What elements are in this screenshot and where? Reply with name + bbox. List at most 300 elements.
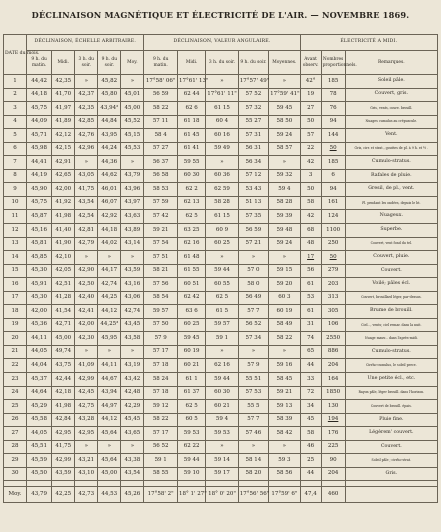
- arb-mean-cell: »: [121, 75, 144, 89]
- day-cell: 13: [4, 237, 27, 251]
- arb-3h-cell: 42,37: [75, 88, 98, 102]
- ang-9h-cell: 58 55: [144, 467, 178, 481]
- arb-noon-cell: 42,71: [52, 318, 75, 332]
- arb-3h-cell: »: [75, 156, 98, 170]
- arb-9h-cell: 45,75: [27, 102, 52, 116]
- ang-noon-cell: 62 5: [177, 400, 205, 414]
- ang-9h-cell: 56 58: [144, 169, 178, 183]
- arb-noon-cell: 42,84: [52, 413, 75, 427]
- elec-before-cell: 50: [300, 183, 321, 197]
- ang-mean-cell: 59 24: [269, 237, 301, 251]
- mean-arb-noon-cell: 42,25: [52, 487, 75, 503]
- table-row: [4, 224, 438, 238]
- elec-before-cell: 31: [300, 318, 321, 332]
- ang-3h-cell: 62 59: [206, 183, 238, 197]
- ang-3h-cell: 58 28: [206, 196, 238, 210]
- remark-cell: Nuageux.: [345, 210, 437, 224]
- arb-noon-cell: 41,28: [52, 291, 75, 305]
- arb-noon-cell: 42,35: [52, 75, 75, 89]
- arb-noon-cell: 43,75: [52, 359, 75, 373]
- ang-mean-cell: 60 19: [269, 305, 301, 319]
- arb-3h-cell: 42,79: [75, 237, 98, 251]
- arb-3h-cell: »: [75, 440, 98, 454]
- arb-9pm-cell: 43,95: [98, 129, 121, 143]
- ang-mean-cell: »: [269, 251, 301, 265]
- ang-9h-cell: 57 11: [144, 115, 178, 129]
- remark-cell: Gris, vents, coure. brouill.: [345, 102, 437, 116]
- day-cell: 6: [4, 142, 27, 156]
- mean-arb-9h-cell: 43,79: [27, 487, 52, 503]
- header-arb-col: 3 h. du soir.: [75, 51, 98, 75]
- remark-cell: Légèrem' couvert.: [345, 427, 437, 441]
- elec-proportional-cell: 225: [321, 440, 345, 454]
- arb-mean-cell: »: [121, 251, 144, 265]
- remark-cell: Cirrho-cumulus, le soleil perce.: [345, 359, 437, 373]
- elec-proportional-cell: 194: [321, 413, 345, 427]
- elec-proportional-cell: 204: [321, 467, 345, 481]
- arb-3h-cell: 42,95: [75, 427, 98, 441]
- header-group-angular: DÉCLINAISON, VALEUR ANGULAIRE.: [144, 35, 300, 51]
- ang-noon-cell: 60 19: [177, 345, 205, 359]
- arb-mean-cell: 43,16: [121, 278, 144, 292]
- ang-mean-cell: 59 45: [269, 102, 301, 116]
- arb-9h-cell: 45,98: [27, 142, 52, 156]
- mean-arb-9pm-cell: 44,53: [98, 487, 121, 503]
- day-cell: 18: [4, 305, 27, 319]
- elec-before-cell: 68: [300, 224, 321, 238]
- day-cell: 2: [4, 88, 27, 102]
- day-cell: 21: [4, 345, 27, 359]
- remark-cell: Rayon pâle, léger brouill. dans l'horizon.: [345, 386, 437, 400]
- ang-9h-cell: 57 9: [144, 332, 178, 346]
- elec-before-cell: 48: [300, 237, 321, 251]
- ang-9pm-cell: 57 52: [238, 88, 268, 102]
- ang-noon-cell: 60 51: [177, 278, 205, 292]
- remark-cell: Couvert de brouill. épais.: [345, 400, 437, 414]
- ang-9h-cell: 56 52: [144, 440, 178, 454]
- arb-9pm-cell: 46,07: [98, 196, 121, 210]
- ang-9pm-cell: 57 0: [238, 264, 268, 278]
- mean-ang-mean-cell: 17°59' 6": [269, 487, 301, 503]
- elec-before-cell: 58: [300, 196, 321, 210]
- ang-9h-cell: 58 53: [144, 183, 178, 197]
- ang-3h-cell: 60 9: [206, 224, 238, 238]
- mean-elec-proportional-cell: 460: [321, 487, 345, 503]
- ang-3h-cell: 60 55: [206, 278, 238, 292]
- arb-9pm-cell: 44,84: [98, 115, 121, 129]
- table-row: [4, 291, 438, 305]
- ang-noon-cell: 61 1: [177, 373, 205, 387]
- arb-noon-cell: 42,44: [52, 373, 75, 387]
- remark-cell: Cumulo-stratus.: [345, 156, 437, 170]
- arb-mean-cell: 42,48: [121, 386, 144, 400]
- table-row: [4, 129, 438, 143]
- ang-mean-cell: 59 15: [269, 264, 301, 278]
- arb-noon-cell: 43,59: [52, 467, 75, 481]
- elec-before-cell: 42: [300, 156, 321, 170]
- arb-9h-cell: 45,58: [27, 413, 52, 427]
- elec-proportional-cell: 2550: [321, 332, 345, 346]
- arb-noon-cell: 42,15: [52, 142, 75, 156]
- ang-noon-cell: 62 42: [177, 291, 205, 305]
- elec-proportional-cell: 78: [321, 88, 345, 102]
- ang-9pm-cell: 57 21: [238, 237, 268, 251]
- remark-cell: Superbe.: [345, 224, 437, 238]
- elec-proportional-cell: 185: [321, 75, 345, 89]
- arb-mean-cell: 43,63: [121, 210, 144, 224]
- ang-9pm-cell: 57 7: [238, 305, 268, 319]
- table-row: [4, 386, 438, 400]
- elec-proportional-cell: 94: [321, 115, 345, 129]
- arb-9h-cell: 42,00: [27, 305, 52, 319]
- arb-9h-cell: 45,81: [27, 237, 52, 251]
- remark-cell: Gresil, de pl., vent.: [345, 183, 437, 197]
- arb-9h-cell: 44,05: [27, 345, 52, 359]
- subheader-row: [4, 51, 438, 75]
- table-row: [4, 196, 438, 210]
- ang-noon-cell: 62 6: [177, 102, 205, 116]
- arb-noon-cell: 42,05: [52, 264, 75, 278]
- ang-noon-cell: 63 25: [177, 224, 205, 238]
- elec-proportional-cell: 203: [321, 278, 345, 292]
- elec-proportional-cell: 185: [321, 156, 345, 170]
- elec-proportional-cell: 130: [321, 400, 345, 414]
- arb-noon-cell: 42,00: [52, 183, 75, 197]
- day-cell: 23: [4, 373, 27, 387]
- arb-9h-cell: 45,75: [27, 196, 52, 210]
- arb-mean-cell: 45,15: [121, 129, 144, 143]
- ang-mean-cell: 59 4: [269, 183, 301, 197]
- ang-noon-cell: 62 5: [177, 210, 205, 224]
- arb-3h-cell: 43,21: [75, 454, 98, 468]
- ang-3h-cell: 60 4: [206, 115, 238, 129]
- elec-before-cell: 53: [300, 291, 321, 305]
- day-cell: 1: [4, 75, 27, 89]
- remark-cell: Couvert, pluie.: [345, 251, 437, 265]
- ang-9h-cell: 57 51: [144, 251, 178, 265]
- arb-3h-cell: 42,30: [75, 332, 98, 346]
- day-cell: 14: [4, 251, 27, 265]
- arb-noon-cell: 45,00: [52, 332, 75, 346]
- ang-9pm-cell: 53 43: [238, 183, 268, 197]
- remark-cell: Couvert, gris.: [345, 88, 437, 102]
- arb-mean-cell: 43,96: [121, 183, 144, 197]
- elec-before-cell: 42: [300, 210, 321, 224]
- arb-9h-cell: 44,42: [27, 75, 52, 89]
- arb-3h-cell: 42,41: [75, 305, 98, 319]
- remark-cell: Couvert, brouillard léger, par-dessus.: [345, 291, 437, 305]
- ang-mean-cell: 58 42: [269, 427, 301, 441]
- ang-noon-cell: 62 44: [177, 88, 205, 102]
- arb-9h-cell: 45,87: [27, 210, 52, 224]
- arb-3h-cell: 42,50: [75, 278, 98, 292]
- arb-3h-cell: 43,05: [75, 169, 98, 183]
- elec-proportional-cell: 76: [321, 102, 345, 116]
- header-arb-col: Moy.: [121, 51, 144, 75]
- arb-mean-cell: 43,79: [121, 169, 144, 183]
- table-row: [4, 237, 438, 251]
- ang-mean-cell: 59 13: [269, 400, 301, 414]
- remark-cell: Nuages cumulus au crépuscule.: [345, 115, 437, 129]
- arb-9h-cell: 44,04: [27, 359, 52, 373]
- arb-9h-cell: 44,19: [27, 169, 52, 183]
- arb-9h-cell: 44,05: [27, 427, 52, 441]
- day-cell: 11: [4, 210, 27, 224]
- ang-mean-cell: 60 3: [269, 291, 301, 305]
- day-cell: 22: [4, 359, 27, 373]
- arb-9h-cell: 45,85: [27, 251, 52, 265]
- ang-9h-cell: 57 17: [144, 427, 178, 441]
- arb-9pm-cell: 44,17: [98, 264, 121, 278]
- day-cell: 17: [4, 291, 27, 305]
- arb-3h-cell: 42,96: [75, 142, 98, 156]
- header-group-arbitrary: DÉCLINAISON, ÉCHELLE ARBITRAIRE.: [27, 35, 144, 51]
- ang-noon-cell: 62 13: [177, 196, 205, 210]
- elec-before-cell: 72: [300, 386, 321, 400]
- header-arb-col: Midi.: [52, 51, 75, 75]
- mean-elec-before-cell: 47,4: [300, 487, 321, 503]
- ang-noon-cell: 59 44: [177, 454, 205, 468]
- page-title: DÉCLINAISON MAGNÉTIQUE ET ÉLECTRICITÉ DE L'AIR. — NOVEMBRE 1869.: [31, 10, 410, 20]
- arb-9h-cell: 45,29: [27, 400, 52, 414]
- remark-cell: Ciel..., vents; ciel remar. dans la nuit.: [345, 318, 437, 332]
- elec-before-cell: 50: [300, 115, 321, 129]
- table-row: [4, 440, 438, 454]
- arb-mean-cell: 43,58: [121, 332, 144, 346]
- table-row: [4, 88, 438, 102]
- elec-proportional-cell: 176: [321, 427, 345, 441]
- arb-9pm-cell: 42,92: [98, 210, 121, 224]
- ang-mean-cell: 59 21: [269, 386, 301, 400]
- elec-before-cell: 44: [300, 467, 321, 481]
- header-ang-col: 9 h. du matin.: [144, 51, 178, 75]
- ang-9pm-cell: 17°57' 49": [238, 75, 268, 89]
- ang-mean-cell: »: [269, 345, 301, 359]
- ang-3h-cell: 59 44: [206, 373, 238, 387]
- elec-proportional-cell: 6: [321, 169, 345, 183]
- remark-cell: Couvert.: [345, 264, 437, 278]
- mean-ang-9h-cell: 17°58' 2": [144, 487, 178, 503]
- arb-9pm-cell: »: [98, 345, 121, 359]
- ang-noon-cell: 62 22: [177, 440, 205, 454]
- ang-mean-cell: 58 39: [269, 413, 301, 427]
- arb-noon-cell: 41,75: [52, 440, 75, 454]
- ang-3h-cell: 60 25: [206, 237, 238, 251]
- elec-proportional-cell: 279: [321, 264, 345, 278]
- mean-arb-3h-cell: 42,73: [75, 487, 98, 503]
- elec-before-cell: 25: [300, 454, 321, 468]
- header-arb-col: 9 h. du matin.: [27, 51, 52, 75]
- table-row: [4, 278, 438, 292]
- ang-9h-cell: 57 59: [144, 196, 178, 210]
- ang-9pm-cell: 57 31: [238, 129, 268, 143]
- arb-mean-cell: 43,89: [121, 224, 144, 238]
- ang-mean-cell: 59 48: [269, 224, 301, 238]
- arb-mean-cell: 43,65: [121, 427, 144, 441]
- elec-before-cell: 56: [300, 264, 321, 278]
- day-cell: 24: [4, 386, 27, 400]
- arb-3h-cell: 43,28: [75, 413, 98, 427]
- elec-before-cell: 42°: [300, 75, 321, 89]
- ang-3h-cell: 59 17: [206, 467, 238, 481]
- elec-proportional-cell: 250: [321, 237, 345, 251]
- table-row: [4, 413, 438, 427]
- ang-noon-cell: 59 55: [177, 156, 205, 170]
- arb-noon-cell: 41,70: [52, 88, 75, 102]
- elec-proportional-cell: 124: [321, 210, 345, 224]
- day-cell: 4: [4, 115, 27, 129]
- table-row: [4, 169, 438, 183]
- ang-9pm-cell: »: [238, 251, 268, 265]
- arb-9pm-cell: 44,67: [98, 373, 121, 387]
- remark-cell: Vent.: [345, 129, 437, 143]
- day-cell: 8: [4, 169, 27, 183]
- remark-cell: Rafales de pluie.: [345, 169, 437, 183]
- arb-mean-cell: 43,14: [121, 237, 144, 251]
- elec-before-cell: 58: [300, 427, 321, 441]
- ang-noon-cell: 63 6: [177, 305, 205, 319]
- arb-noon-cell: 41,92: [52, 196, 75, 210]
- ang-noon-cell: 62 2: [177, 183, 205, 197]
- ang-noon-cell: 62 16: [177, 237, 205, 251]
- day-cell: 12: [4, 224, 27, 238]
- arb-3h-cell: »: [75, 75, 98, 89]
- ang-9h-cell: 58 22: [144, 413, 178, 427]
- elec-before-cell: 3: [300, 169, 321, 183]
- day-cell: 28: [4, 440, 27, 454]
- ang-noon-cell: 59 53: [177, 427, 205, 441]
- ang-noon-cell: 60 25: [177, 318, 205, 332]
- arb-noon-cell: 41,97: [52, 102, 75, 116]
- arb-9pm-cell: 45,64: [98, 454, 121, 468]
- table-row: [4, 156, 438, 170]
- ang-9pm-cell: 51 13: [238, 196, 268, 210]
- arb-noon-cell: 42,10: [52, 251, 75, 265]
- table-row: [4, 102, 438, 116]
- ang-3h-cell: 62 16: [206, 359, 238, 373]
- arb-3h-cell: 42,76: [75, 129, 98, 143]
- ang-3h-cell: 60 36: [206, 169, 238, 183]
- arb-mean-cell: 43,54: [121, 467, 144, 481]
- arb-9pm-cell: 45,64: [98, 427, 121, 441]
- arb-mean-cell: 43,59: [121, 264, 144, 278]
- ang-3h-cell: »: [206, 251, 238, 265]
- arb-9pm-cell: 44,97: [98, 400, 121, 414]
- mean-arb-mean-cell: 45,26: [121, 487, 144, 503]
- arb-9pm-cell: 44,24: [98, 142, 121, 156]
- day-cell: 29: [4, 454, 27, 468]
- table-row: [4, 75, 438, 89]
- arb-9h-cell: 44,41: [27, 156, 52, 170]
- table-body: [4, 75, 438, 503]
- ang-9h-cell: 58 24: [144, 373, 178, 387]
- elec-before-cell: 45: [300, 413, 321, 427]
- arb-9pm-cell: 44,62: [98, 169, 121, 183]
- ang-noon-cell: 61 48: [177, 251, 205, 265]
- day-cell: 26: [4, 413, 27, 427]
- elec-proportional-cell: 313: [321, 291, 345, 305]
- ang-noon-cell: 60 5: [177, 413, 205, 427]
- table-row: [4, 400, 438, 414]
- elec-proportional-cell: 144: [321, 129, 345, 143]
- arb-9pm-cell: 46,01: [98, 183, 121, 197]
- arb-3h-cell: 41,75: [75, 183, 98, 197]
- remark-cell: Voilé; pâles écl.: [345, 278, 437, 292]
- day-cell: 7: [4, 156, 27, 170]
- arb-9pm-cell: »: [98, 251, 121, 265]
- table-row: [4, 264, 438, 278]
- ang-9pm-cell: »: [238, 440, 268, 454]
- table-row: [4, 332, 438, 346]
- ang-3h-cell: 59 49: [206, 142, 238, 156]
- arb-9h-cell: 45,50: [27, 467, 52, 481]
- ang-noon-cell: 60 21: [177, 359, 205, 373]
- ang-3h-cell: 60 16: [206, 129, 238, 143]
- ang-3h-cell: »: [206, 75, 238, 89]
- remark-cell: Pl. pendant les ondées, depuis le bt.: [345, 196, 437, 210]
- elec-before-cell: 27: [300, 102, 321, 116]
- elec-proportional-cell: 50: [321, 142, 345, 156]
- ang-9pm-cell: 55 5: [238, 400, 268, 414]
- day-cell: 16: [4, 278, 27, 292]
- arb-noon-cell: 49,74: [52, 345, 75, 359]
- table-row: [4, 210, 438, 224]
- arb-noon-cell: 42,91: [52, 156, 75, 170]
- ang-9h-cell: 57 56: [144, 278, 178, 292]
- arb-noon-cell: 41,54: [52, 305, 75, 319]
- arb-mean-cell: 42,29: [121, 400, 144, 414]
- ang-mean-cell: 59 20: [269, 278, 301, 292]
- ang-9pm-cell: 56 59: [238, 224, 268, 238]
- ang-noon-cell: 59 10: [177, 467, 205, 481]
- table-row: [4, 305, 438, 319]
- arb-9h-cell: 45,30: [27, 291, 52, 305]
- ang-9h-cell: 58 54: [144, 291, 178, 305]
- ang-9h-cell: 58 21: [144, 264, 178, 278]
- arb-noon-cell: 42,95: [52, 427, 75, 441]
- arb-mean-cell: 43,97: [121, 196, 144, 210]
- mean-ang-noon-cell: 18° 1' 27": [177, 487, 205, 503]
- elec-before-cell: 57: [300, 129, 321, 143]
- table-row: [4, 467, 438, 481]
- means-row: [4, 487, 438, 503]
- ang-mean-cell: 59 39: [269, 210, 301, 224]
- arb-9h-cell: 45,30: [27, 264, 52, 278]
- arb-9pm-cell: »: [98, 440, 121, 454]
- ang-9pm-cell: 57 35: [238, 210, 268, 224]
- ang-9pm-cell: 58 0: [238, 278, 268, 292]
- ang-mean-cell: 17°59' 41": [269, 88, 301, 102]
- ang-3h-cell: 59 14: [206, 454, 238, 468]
- ang-9h-cell: 57 18: [144, 386, 178, 400]
- ang-9h-cell: 59 12: [144, 400, 178, 414]
- arb-9pm-cell: 44,25: [98, 291, 121, 305]
- day-cell: 20: [4, 332, 27, 346]
- day-cell: 15: [4, 264, 27, 278]
- header-ang-col: 9 h. du soir.: [238, 51, 268, 75]
- elec-proportional-cell: 204: [321, 359, 345, 373]
- ang-noon-cell: 60 30: [177, 169, 205, 183]
- ang-9pm-cell: 55 51: [238, 373, 268, 387]
- table-row: [4, 318, 438, 332]
- arb-noon-cell: 41,98: [52, 210, 75, 224]
- elec-proportional-cell: 161: [321, 196, 345, 210]
- day-cell: 3: [4, 102, 27, 116]
- arb-9pm-cell: 45,00: [98, 467, 121, 481]
- arb-3h-cell: 42,81: [75, 224, 98, 238]
- arb-3h-cell: 42,35: [75, 102, 98, 116]
- arb-9pm-cell: 45,80: [98, 88, 121, 102]
